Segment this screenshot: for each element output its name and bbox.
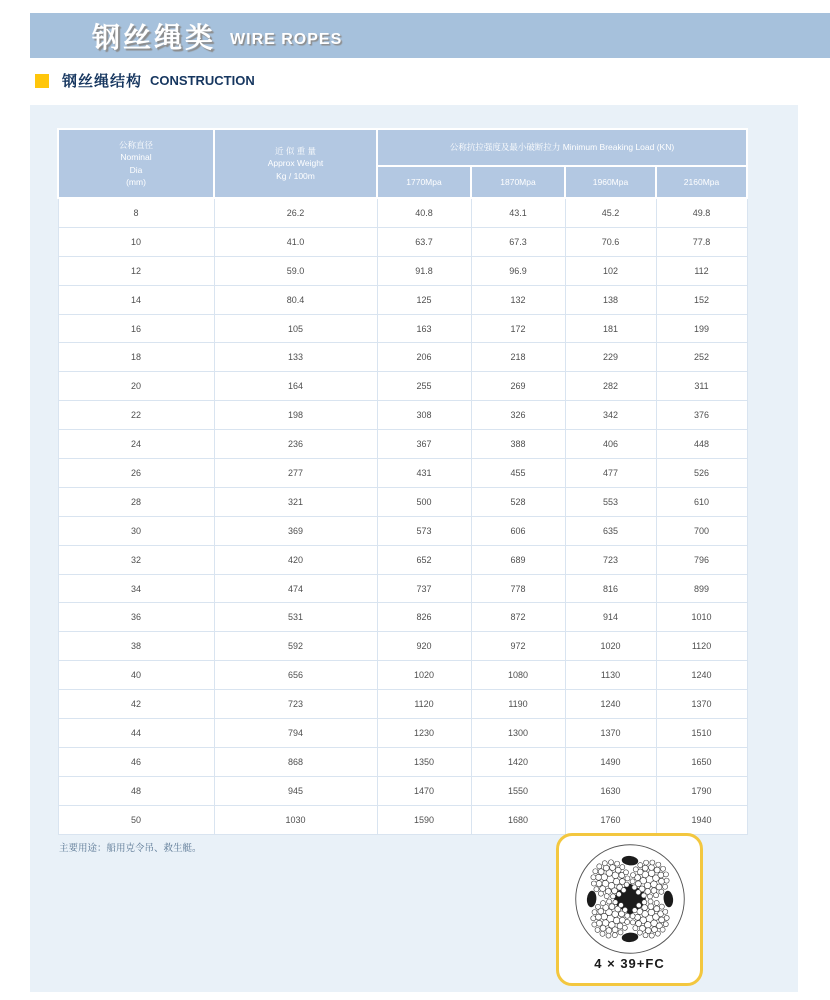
table-cell: 816	[565, 574, 656, 603]
table-cell: 1650	[656, 747, 747, 776]
table-cell: 1590	[377, 805, 471, 834]
wire-rope-cross-section-icon	[571, 840, 689, 958]
table-cell: 899	[656, 574, 747, 603]
table-row	[58, 198, 747, 227]
table-cell: 269	[471, 372, 565, 401]
table-cell: 1790	[656, 776, 747, 805]
table-cell: 1550	[471, 776, 565, 805]
table-cell: 308	[377, 401, 471, 430]
table-cell: 181	[565, 314, 656, 343]
table-cell: 1420	[471, 747, 565, 776]
table-cell: 30	[58, 516, 214, 545]
table-row	[58, 545, 747, 574]
yellow-square-bullet-icon	[35, 74, 49, 88]
table-cell: 46	[58, 747, 214, 776]
table-cell: 553	[565, 487, 656, 516]
table-cell: 50	[58, 805, 214, 834]
table-row	[58, 459, 747, 488]
table-row	[58, 690, 747, 719]
table-cell: 1490	[565, 747, 656, 776]
table-row	[58, 401, 747, 430]
table-cell: 606	[471, 516, 565, 545]
table-cell: 1120	[377, 690, 471, 719]
table-cell: 163	[377, 314, 471, 343]
table-cell: 1230	[377, 719, 471, 748]
table-cell: 14	[58, 285, 214, 314]
table-cell: 455	[471, 459, 565, 488]
table-cell: 1300	[471, 719, 565, 748]
table-row	[58, 227, 747, 256]
table-cell: 1470	[377, 776, 471, 805]
page-banner	[30, 13, 830, 58]
table-cell: 972	[471, 632, 565, 661]
table-cell: 592	[214, 632, 377, 661]
table-cell: 252	[656, 343, 747, 372]
table-cell: 1030	[214, 805, 377, 834]
col2-zh: 近 似 重 量	[274, 146, 317, 157]
table-cell: 652	[377, 545, 471, 574]
table-cell: 1350	[377, 747, 471, 776]
table-cell: 22	[58, 401, 214, 430]
table-row	[58, 632, 747, 661]
section-header	[35, 70, 255, 91]
table-cell: 723	[565, 545, 656, 574]
table-cell: 700	[656, 516, 747, 545]
table-cell: 105	[214, 314, 377, 343]
table-cell: 91.8	[377, 256, 471, 285]
table-cell: 20	[58, 372, 214, 401]
col1-en2: Dia	[129, 164, 143, 175]
table-cell: 34	[58, 574, 214, 603]
table-cell: 420	[214, 545, 377, 574]
table-cell: 1680	[471, 805, 565, 834]
table-row	[58, 574, 747, 603]
table-cell: 16	[58, 314, 214, 343]
table-row	[58, 805, 747, 834]
table-cell: 778	[471, 574, 565, 603]
table-cell: 198	[214, 401, 377, 430]
table-cell: 24	[58, 430, 214, 459]
table-cell: 723	[214, 690, 377, 719]
table-cell: 1760	[565, 805, 656, 834]
table-cell: 102	[565, 256, 656, 285]
table-cell: 868	[214, 747, 377, 776]
table-row	[58, 719, 747, 748]
table-cell: 12	[58, 256, 214, 285]
table-cell: 80.4	[214, 285, 377, 314]
table-cell: 42	[58, 690, 214, 719]
table-cell: 70.6	[565, 227, 656, 256]
table-cell: 1370	[656, 690, 747, 719]
table-cell: 277	[214, 459, 377, 488]
table-cell: 26.2	[214, 198, 377, 227]
table-cell: 1940	[656, 805, 747, 834]
section-title-zh: 钢丝绳结构	[62, 73, 143, 90]
table-cell: 172	[471, 314, 565, 343]
table-cell: 133	[214, 343, 377, 372]
table-row	[58, 487, 747, 516]
section-title-en: CONSTRUCTION	[150, 73, 255, 88]
col2-en1: Approx Weight	[267, 158, 324, 169]
table-cell: 1190	[471, 690, 565, 719]
table-cell: 32	[58, 545, 214, 574]
table-cell: 138	[565, 285, 656, 314]
col-header-breaking-load: 公称抗拉强度及最小破断拉力 Minimum Breaking Load (KN)	[377, 129, 747, 166]
table-cell: 635	[565, 516, 656, 545]
table-cell: 920	[377, 632, 471, 661]
col-header-grade-1770: 1770Mpa	[377, 166, 471, 198]
col-header-approx-weight	[214, 129, 377, 198]
table-cell: 1020	[377, 661, 471, 690]
table-cell: 43.1	[471, 198, 565, 227]
table-cell: 689	[471, 545, 565, 574]
table-cell: 96.9	[471, 256, 565, 285]
table-cell: 526	[656, 459, 747, 488]
table-cell: 528	[471, 487, 565, 516]
table-cell: 206	[377, 343, 471, 372]
table-cell: 132	[471, 285, 565, 314]
table-cell: 376	[656, 401, 747, 430]
usage-note: 主要用途：船用克令吊、救生艇。	[59, 843, 202, 854]
col-header-grade-1960: 1960Mpa	[565, 166, 656, 198]
table-row	[58, 516, 747, 545]
table-cell: 63.7	[377, 227, 471, 256]
col-header-nominal-dia	[58, 129, 214, 198]
table-cell: 8	[58, 198, 214, 227]
table-cell: 38	[58, 632, 214, 661]
table-cell: 41.0	[214, 227, 377, 256]
table-cell: 1080	[471, 661, 565, 690]
col1-en1: Nominal	[120, 152, 152, 163]
table-cell: 1020	[565, 632, 656, 661]
table-cell: 10	[58, 227, 214, 256]
table-cell: 369	[214, 516, 377, 545]
table-cell: 282	[565, 372, 656, 401]
table-cell: 112	[656, 256, 747, 285]
table-row	[58, 343, 747, 372]
table-cell: 1510	[656, 719, 747, 748]
table-cell: 40.8	[377, 198, 471, 227]
table-row	[58, 747, 747, 776]
table-cell: 1130	[565, 661, 656, 690]
table-row	[58, 314, 747, 343]
table-cell: 367	[377, 430, 471, 459]
col1-en3: (mm)	[126, 176, 146, 187]
table-cell: 49.8	[656, 198, 747, 227]
table-cell: 229	[565, 343, 656, 372]
table-row	[58, 285, 747, 314]
col-header-grade-1870: 1870Mpa	[471, 166, 565, 198]
table-cell: 500	[377, 487, 471, 516]
table-body	[58, 198, 747, 834]
col2-en2: Kg / 100m	[276, 170, 315, 181]
table-cell: 1010	[656, 603, 747, 632]
table-cell: 18	[58, 343, 214, 372]
table-cell: 388	[471, 430, 565, 459]
table-cell: 67.3	[471, 227, 565, 256]
table-cell: 218	[471, 343, 565, 372]
table-cell: 914	[565, 603, 656, 632]
table-cell: 1240	[656, 661, 747, 690]
table-cell: 48	[58, 776, 214, 805]
table-cell: 431	[377, 459, 471, 488]
table-cell: 255	[377, 372, 471, 401]
banner-title-en: WIRE ROPES	[230, 30, 343, 48]
table-cell: 477	[565, 459, 656, 488]
content-panel	[30, 105, 798, 992]
table-cell: 1370	[565, 719, 656, 748]
table-cell: 794	[214, 719, 377, 748]
table-cell: 44	[58, 719, 214, 748]
table-cell: 610	[656, 487, 747, 516]
table-cell: 28	[58, 487, 214, 516]
table-cell: 311	[656, 372, 747, 401]
rope-figure-card	[556, 833, 703, 986]
table-cell: 321	[214, 487, 377, 516]
table-row	[58, 603, 747, 632]
table-row	[58, 372, 747, 401]
table-cell: 872	[471, 603, 565, 632]
table-cell: 199	[656, 314, 747, 343]
table-row	[58, 661, 747, 690]
col-header-grade-2160: 2160Mpa	[656, 166, 747, 198]
table-cell: 36	[58, 603, 214, 632]
table-cell: 1630	[565, 776, 656, 805]
breaking-load-table	[57, 128, 748, 835]
table-cell: 573	[377, 516, 471, 545]
table-cell: 40	[58, 661, 214, 690]
table-cell: 152	[656, 285, 747, 314]
table-cell: 26	[58, 459, 214, 488]
table-cell: 45.2	[565, 198, 656, 227]
table-cell: 164	[214, 372, 377, 401]
table-cell: 737	[377, 574, 471, 603]
banner-title-zh: 钢丝绳类	[92, 21, 217, 53]
table-cell: 448	[656, 430, 747, 459]
col1-zh: 公称直径	[118, 139, 153, 150]
table-cell: 826	[377, 603, 471, 632]
table-cell: 796	[656, 545, 747, 574]
table-cell: 326	[471, 401, 565, 430]
table-cell: 945	[214, 776, 377, 805]
table-cell: 77.8	[656, 227, 747, 256]
table-cell: 59.0	[214, 256, 377, 285]
table-cell: 406	[565, 430, 656, 459]
table-cell: 531	[214, 603, 377, 632]
table-row	[58, 776, 747, 805]
figure-label: 4 × 39+FC	[594, 956, 665, 971]
table-cell: 656	[214, 661, 377, 690]
table-cell: 125	[377, 285, 471, 314]
table-row	[58, 256, 747, 285]
table-cell: 342	[565, 401, 656, 430]
table-cell: 1240	[565, 690, 656, 719]
table-cell: 1120	[656, 632, 747, 661]
table-row	[58, 430, 747, 459]
table-cell: 236	[214, 430, 377, 459]
table-cell: 474	[214, 574, 377, 603]
